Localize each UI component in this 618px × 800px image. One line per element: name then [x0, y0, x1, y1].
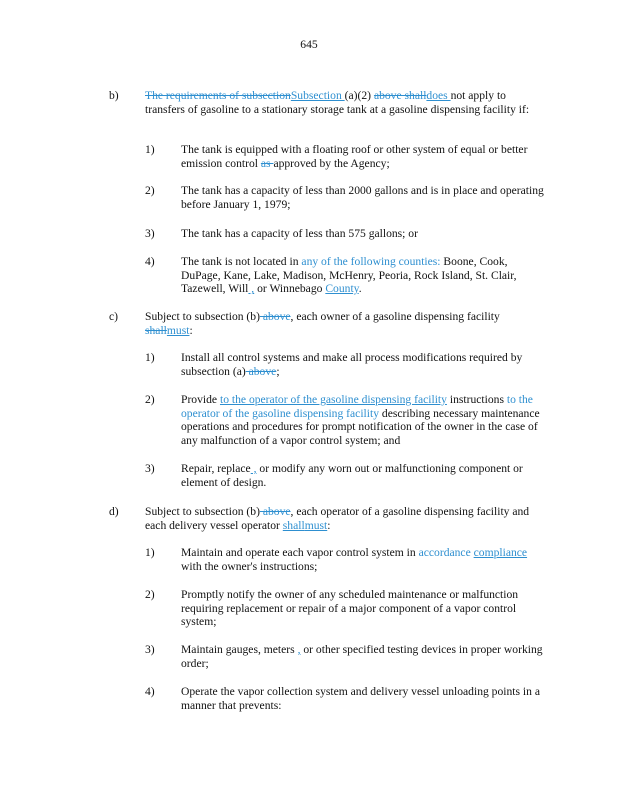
section-c-item-2-label: 2)	[145, 393, 155, 406]
text-run: Boone, Cook, DuPage, Kane, Lake, Madison, McHenry, Peoria, Rock Island, St. Clair, Tazewell, Will	[181, 255, 517, 296]
section-c-label: c)	[109, 310, 119, 323]
section-d-item-3-label: 3)	[145, 643, 155, 656]
inserted-text: compliance	[473, 546, 528, 559]
deleted-text: above	[245, 364, 277, 378]
section-b-item-1-label: 1)	[145, 143, 155, 156]
inserted-text: does	[426, 89, 451, 102]
section-d-item-1-text	[181, 546, 546, 573]
text-run: The tank has a capacity of less than 2000 gallons and is in place and operating before January 1, 1979;	[181, 184, 544, 211]
page-number: 645	[300, 38, 318, 51]
text-run: .	[358, 282, 362, 296]
inserted-text: shall	[282, 518, 305, 532]
deleted-text: above shall	[373, 89, 427, 102]
text-run: Promptly notify the owner of any scheduled maintenance or malfunction requiring replacement or repair of a major component of a vapor control system;	[181, 588, 519, 629]
text-run: not apply to transfers of gasoline to a stationary storage tank at a gasoline dispensing facility if:	[145, 89, 530, 116]
text-run: The tank is not located in	[181, 255, 302, 268]
text-run: or modify any worn out or malfunctioning component or element of design.	[181, 462, 523, 489]
deleted-text: above	[259, 505, 291, 518]
section-b-item-3-text	[181, 227, 546, 241]
inserted-text: must	[166, 323, 190, 337]
section-b-item-1-text	[181, 143, 546, 170]
text-run: or Winnebago	[254, 282, 326, 296]
inserted-text: ,	[297, 643, 301, 656]
section-c-item-1-label: 1)	[145, 351, 155, 364]
deleted-text: above	[259, 310, 291, 323]
text-run: ;	[276, 364, 280, 378]
section-b-label: b)	[109, 89, 119, 102]
text-run: Maintain gauges, meters	[181, 643, 298, 656]
section-c-item-2-text	[181, 393, 546, 447]
section-c-item-3-label: 3)	[145, 462, 155, 475]
text-run: The tank has a capacity of less than 575 gallons; or	[181, 227, 418, 240]
section-c-item-3-text	[181, 462, 546, 489]
text-run: Operate the vapor collection system and delivery vessel unloading points in a manner that prevents:	[181, 685, 540, 712]
section-d-item-2-label: 2)	[145, 588, 155, 601]
section-d-item-4-label: 4)	[145, 685, 155, 698]
section-d-item-3-text	[181, 643, 546, 670]
section-d-item-1-label: 1)	[145, 546, 155, 559]
text-run: Subject to subsection (b)	[145, 505, 260, 518]
section-d-label: d)	[109, 505, 119, 518]
section-d-item-4-text	[181, 685, 546, 712]
inserted-text: ,	[250, 462, 257, 475]
section-b-item-2-text	[181, 184, 546, 211]
inserted-text: County	[325, 282, 359, 296]
deleted-text: shall	[145, 323, 167, 337]
text-run: or other specified testing devices in proper working order;	[181, 643, 543, 670]
text-run: Provide	[181, 393, 220, 406]
inserted-text: any of the following counties:	[301, 255, 441, 268]
deleted-text: as	[260, 156, 274, 170]
inserted-text: must	[304, 518, 328, 532]
deleted-text: The requirements of subsection	[145, 89, 291, 102]
inserted-text: ,	[248, 282, 255, 296]
section-b-item-2-label: 2)	[145, 184, 155, 197]
text-run: Install all control systems and make all process modifications required by subsection (a)	[181, 351, 523, 378]
section-b-item-4-label: 4)	[145, 255, 155, 268]
text-run: describing necessary maintenance operations and procedures for prompt notification of the owner in the case of any malfunction of a vapor control system; and	[181, 406, 540, 447]
text-run: , each operator of a gasoline dispensing facility and each delivery vessel operator	[145, 505, 530, 532]
text-run: :	[189, 323, 193, 337]
text-run: :	[327, 518, 331, 532]
inserted-text: accordance	[418, 546, 474, 559]
text-run: The tank is equipped with a floating roof or other system of equal or better emission control	[181, 143, 528, 170]
section-c-item-1-text	[181, 351, 546, 378]
text-run: instructions	[446, 393, 507, 406]
section-b-text	[145, 89, 540, 116]
inserted-text: Subsection	[290, 89, 345, 102]
text-run: approved by the Agency;	[273, 156, 390, 170]
text-run: with the owner's instructions;	[181, 559, 318, 573]
inserted-text: to the operator of the gasoline dispensing facility	[181, 393, 533, 420]
section-b-item-3-label: 3)	[145, 227, 155, 240]
section-b-item-4-text	[181, 255, 546, 296]
text-run: Repair, replace	[181, 462, 251, 475]
section-c-text	[145, 310, 540, 337]
section-d-item-2-text	[181, 588, 546, 629]
section-d-text	[145, 505, 540, 532]
inserted-text: to the operator of the gasoline dispensing facility	[219, 393, 447, 406]
text-run: (a)(2)	[344, 89, 374, 102]
text-run: Subject to subsection (b)	[145, 310, 260, 323]
text-run: , each owner of a gasoline dispensing facility	[290, 310, 500, 323]
text-run: Maintain and operate each vapor control system in	[181, 546, 419, 559]
